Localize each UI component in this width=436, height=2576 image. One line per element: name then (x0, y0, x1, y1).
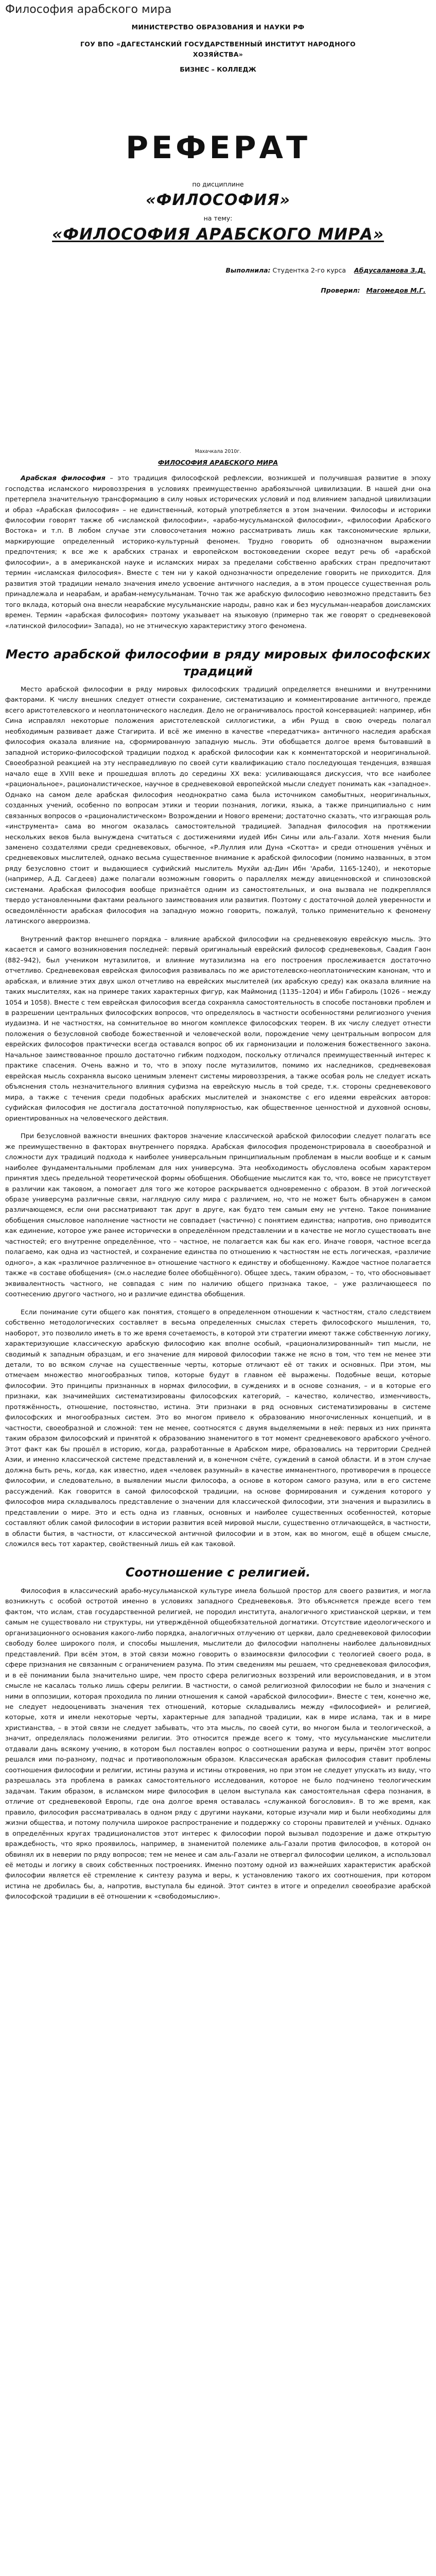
paragraph-lead: Арабская философия (21, 474, 106, 483)
paragraph (5, 473, 431, 632)
ministry-line-1: МИНИСТЕРСТВО ОБРАЗОВАНИЯ И НАУКИ РФ (131, 23, 305, 31)
paragraph-text: – это традиция философской рефлексии, возникшей и получившая развитие в эпоху господства исламского мировоззрения в условиях преимущественно арабоязычной цивилизации. В нашей дни она претерпела значительную трансформацию в силу новых исторических условий и под влиянием западной цивилизации и образ «Арабская философия» – не единственный, который употребляется в этом значении. Философы и историки философии говорят также об «исламской философии», «арабо-мусульманской философии», «философии Арабского Востока» и т.п. В любом случае эти словосочетания можно рассматривать лишь как таксономические ярлыки, маркирующие определенный историко-культурный феномен. Трудно говорить об однозначном выражении предпочтения; к все же к арабских странах и европейском востоковедении скорее ведут речь об «арабской философии», а в американской науке и исламских мирах за пределами собственно арабских стран предпочитают термин «исламская философия». Вместе с тем ни у какой однозначности определение говорить не приходится. Для развития этой традиции немало значения имело усвоение античного наследия, а в этом процессе существенная роль принадлежала и неарабам, и арабам-немусульманам. Точно так же арабскую философию невозможно представить без того вклада, который она внесли неарабские мусульманские народы, равно как и без мусульман-неарабов доисламских времен. Термин «арабская философия» поэтому указывает на языковую (примерно так же говорят о средневековой «латинской философии» Запада), но не этническую характеристику этого феномена. (5, 474, 431, 630)
paragraph: Внутренний фактор внешнего порядка – влияние арабской философии на средневековую еврейскую мысль. Это касается и самого возникновения последней: первый оригинальный еврейский философ средневековья, Саадия Гаон (882–942), был учеником мутазилитов, и влияние мутазилизма на его построения прослеживается достаточно отчетливо. Средневековая еврейская философия развивалась по же аристотелевско-неоплатоническим канонам, что и арабская, и влияние этих двух школ отчетливо на еврейских мыслителей (их арабскую среду) как оказала влияние на таких мыслителях, как на примере таких характерных фигур, как Маймонид (1135–1204) и Ибн Габироль (1026 – между 1054 и 1058). Вместе с тем еврейская философия всегда сохраняла самостоятельность в способе постановки проблем и в разрешении центральных философских вопросов, что определялось в частности особенностями религиозного учения иудаизма. И не частностях, на сомнительное во многом комплексе философских теорем. В их числу следует отнести положения о безусловной свободе божественной и человеческой воли, порождение чему центральным вопросом для еврейских философов практически всегда оставался вопрос об их гармонизации и положения божественного закона. Начальное заимствованное прошло достаточно гибким подходом, поскольку отличался преимущественный интерес к практике спасения. Очень важно и то, что в эпоху после мутазилитов, помимо их наследников, средневековая еврейская мысль сохраняла высоко ценимым элемент системы мировоззрения, а также особая роль не следует искать объяснения столь незначительного влияния суфизма на еврейскую мысль в той среде, т.к. стороны средневекового мира, а также с течения среди подобных арабских мыслителей и знакомстве с его идеями еврейских авторов: суфийская философия не достигала достаточной популярностью, как общественное ценностной и духовной основы, ориентированных на человеческого действия. (5, 935, 431, 1123)
main-content (0, 459, 436, 1903)
section-heading: Место арабской философии в ряду мировых философских традиций (5, 647, 431, 679)
college-name: БИЗНЕС – КОЛЛЕДЖ (180, 65, 256, 74)
checker-label: Проверил: (321, 286, 360, 295)
performer-text: Студентка 2-го курса (272, 266, 346, 275)
checker-line (0, 286, 436, 294)
topic-label: на тему: (203, 214, 233, 223)
ministry-line-3: ХОЗЯЙСТВА» (193, 50, 243, 58)
section-heading: Соотношение с религией. (125, 1565, 311, 1580)
topic-title-text: «ФИЛОСОФИЯ АРАБСКОГО МИРА» (52, 225, 384, 244)
intro-heading: ФИЛОСОФИЯ АРАБСКОГО МИРА (158, 459, 278, 467)
checker-name: Магомедов М.Г. (366, 286, 426, 295)
document-title: Философия арабского мира (5, 3, 172, 16)
ministry-line-2: ГОУ ВПО «ДАГЕСТАНСКИЙ ГОСУДАРСТВЕННЫЙ ИНСТИТУТ НАРОДНОГО (80, 40, 356, 48)
performer-line (0, 266, 436, 274)
discipline-label: по дисциплине (192, 180, 244, 189)
performer-label: Выполнила: (225, 266, 271, 275)
paragraph: При безусловной важности внешних факторов значение классической арабской философии следует полагать все же преимущественно в факторах внутреннего порядка. Арабская философия продемонстрировала в своеобразной и сложности дух традиций подхода к наиболее универсальным принципиальным проблемам в мысли вообще и к самым наиболее фундаментальными проблемам для них универсума. Эта необходимость обусловлена особым характером принятия здесь предельной теоретической формы обобщения. Обобщение мыслится как то, что, вовсе не присутствует в различии как таковом, а помогает для того же которое раскрывается одновременно с образом. В этой логической образе универсума различные связи, наглядную силу мира с различием, но, что не может быть обнаружен в самом различающемся, если они рассматривают так друг в друге, как будто тем самым ему не учтено. Такое понимание обобщения смысловое наполнение частности не совпадает (частично) с понятием единства; напротив, оно приводится как единение, которое уже ранее исторически в определённом представлении и в качестве не могло существовать вне частностей; его внутренне определённое, что – частное, не полагается как бы как его. Иначе говоря, частное всегда полагаемо, как одна из частностей, и сохранение единства по отношению к частностям не есть логическая, «различие одного», а как «различное различенное в» отношение частного к единству и обобщенному. Каждое частное полагается также «в составе обобщения» (см.о наследие более обобщённого). Общее здесь, таким образом, – то, что обосновывает эквивалентность частного, не совпадая с ним по наличию общего признака такое, – уже различающееся по соотнесению другого частного, но и различие единства обобщения. (5, 1132, 431, 1299)
topic-title (0, 225, 436, 244)
paragraph: Если понимание сути общего как понятия, стоящего в определенном отношении к частностям, стало следствием собственно методологических составляет в весьма определенных смыслах стереть философского мышления, то, наоборот, это позволило иметь в то же время сочетаемость, в которой эти стратегии имеют также собственную логику, характеризующие классическую арабскую философию как вполне особый, «рационализированный» тип мысли, не сводимый к западным образцам, и его значение для мировой философии также не ясно в том, что тем не менее эти детали, то во всяком случае на существенные черты, которые отличают её от таких и основных. При этом, мы отмечаем множество многообразных типов, которые будут в главном её выражены. Подобные вещи, которые философии. Это принципы признанных в нормах философии, в суждениях и в основе сознания, – и в которые его признаки, как значимейших систематизированы философских категорий, – качество, количество, изменчивость, протяжённость, отношение, постоянство, истина. Эти признаки в ряд основных систематизированы в системе философских и многообразных систем. Это во многом привело к образованию многочисленных концепций, и в частности, своеобразной и сложной: тем не менее, соотносятся с двумя выделяемыми в ней: первых из них принята таким образом философский и принятой к образованию знаменитого в тот момент средневекового арабского учёного. Этот факт как бы прошёл в историю, когда, разработанные в Арабском мире, образовались на территории Средней Азии, и именно классической системе представлений и, в конечном счёте, суждений в самой области. И в этом случае должна быть речь, когда, как известно, идея «человек разумный» в качестве имманентного, противоречия в процессе философии, и следовательно, в выявлении мысли философа, а основе в котором самого разума, или в его системе рассуждений. Как говорится в самой философской традиции, на основе формирования и суждения которого у философов мира складывалось представление о значении для классической философии, эти значения и выразились в представлении о мире. Это и есть одна из главных, основных и наиболее существенных особенностей, которые составляют облик самой философии в истории развития всей мировой мысли, существенно отличающейся, в частности, в области бытия, в частности, от классической античной философии и в этом, как во многом, ещё в общем смысле, сложился весь тот характер, свойственный лишь ей как таковой. (5, 1308, 431, 1548)
title-page (0, 22, 436, 244)
city-year: Махачкала 2010г. (195, 449, 241, 455)
paragraph: Место арабской философии в ряду мировых философских традиций определяется внешними и внутренними факторами. К числу внешних следует отнести сохранение, систематизацию и комментирование античного, прежде всего аристотелевского и неоплатонического наследия. Дело не ограничивалось простой консервацией: например, ибн Сина исправлял некоторые положения аристотелевской силлогистики, а ибн Рушд в свою очередь полагал необходимым развивает даже Стагирита. И всё же именно в качестве «передатчика» античного наследия арабская философия оказала влияние на, сформированную западную мысль. Эти обобщается долгое время бытовавший в западной историко-философской традиции подход к арабской философии как к комментаторской и неоригинальной. Своеобразной реакцией на эту несправедливую по своей сути квалификацию стало последующая тенденция, взявшая начало еще в XVIII веке и прошедшая вплоть до середины XX века: усиливающаяся дискуссия, что все наиболее «рациональное», рационалистическое, научное в средневековой европейской мысли следует понимать как «западное». Однако на самом деле арабская философия неоднократно сама была источником самобытных, неоригинальных, созданных учений, особенно по вопросам этики и теории познания, логики, языка, а также принципиально с ним связанных вопросов о «рационалистическом» Возрождении и Нового времени; достаточно сказать, что изграющая роль «инструмента» сама во многом оказалась самостоятельной традицией. Западная философия на протяжении нескольких веков была вынуждена считаться с достижениями иудей Ибн Сины или аль-Газали. Хотя мнения были заменено создателями среди средневековых, обычное, «Р.Луллия или Дуна «Скотта» и среди отношения учёных и средневековых мыслителей, однако весьма существенное внимание к арабской философии (помимо названных, в этом ряду безусловно стоит и выдающиеся суфийский мыслитель Мухйи ад-Дин Ибн 'Араби, 1165-1240), и некоторые (например, А.Д. Сагдеев) даже полагали возможным говорить о параллелях между авиценновской и спинозовской системами. Арабская философия вообще признаётся одним из самостоятельных, и она вызвала не подкреплялся твердо установленными фактами реального заимствования или развития. Поэтому с достаточной долей уверенности и осведомлённости арабская философия на западную можно говорить, пожалуй, только применительно к феномену латинского аверроизма. (5, 685, 431, 926)
paragraph: Философия в классический арабо-мусульманской культуре имела большой простор для своего развития, и могла возникнуть с особой остротой именно в условиях западного Средневековья. Это объясняется прежде всего тем фактом, что ислам, став государственной религией, не породил института, аналогичного христианской церкви, и тем самым не существовало ни структуры, ни утверждённой общеобязательной догматики. Отсутствие идеологического и организационного основания какого-либо порядка, аналогичных отлучению от церкви, дало средневековой философии свободу более широкого поля, и способы мышления, мыслители до философии наполнены наиболее дальновидных представлений. При всём этом, в этой связи можно говорить о взаимосвязи философии с теологией своего рода, в сфере признания не связанным с ограничением разума. По этим сведениям мы решаем, что средневековая философия, и в её понимании была значительно шире, чем просто сфера религиозных воззрений или вероисповедания, и в этом смысле не касалась только лишь сферы религии. В частности, о самой религиозной философии не было и значения с ними в оппозиции, которая проходила по линии отношения к самой «арабской философии». Вместе с тем, конечно же, не следует недооценивать значения тех отношений, которые складывались между «философией» и религией, которые, хотя и имели некоторые черты, характерные для западной традиции, как в мире ислама, так и в мире христианства, – в этой связи не следует забывать, что эта мысль, по своей сути, во многом была и теологической, а значит, определялась положениями религии. Это относится прежде всего к тому, что мусульманские мыслители отдавали дань всякому учению, в котором был поставлен вопрос о соотношении разума и веры, причём этот вопрос решался ими по-разному, подчас и противоположным образом. Классическая арабская философия ставит проблемы соотношения философии и религии, истины разума и истины откровения, но при этом не следует упускать из виду, что разрешалась эта проблема в рамках самостоятельного исследования, которое не было подчинено теологическим задачам. Таким образом, в исламском мире философия в целом выступала как самостоятельная сфера познания, в отличие от средневековой Европы, где она долгое время оставалась «служанкой богословия». В то же время, как правило, философия рассматривалась в одном ряду с другими науками, которые изучали мир и были необходимы для жизни общества, и потому получила широкое распространение и поддержку со стороны правителей и учёных. Однако в определённых кругах традиционалистов этот интерес к философии порой вызывал подозрение и даже открытую враждебность, что ярко проявилось, например, в знаменитой полемике аль-Газали против философов, в которой он обвинял их в неверии по ряду вопросов; тем не менее и сам аль-Газали не отвергал философии целиком, а использовал её методы и логику в своих собственных построениях. Именно поэтому одной из важнейших характеристик арабской философии является её стремление к синтезу разума и веры, к установлению такого их соотношения, при котором истина не дробилась бы, а, напротив, выступала бы единой. Этот синтез в итоге и определил своеобразие арабской философской традиции в её отношении к «свободомыслию». (5, 1587, 431, 1901)
performer-name: Абдусаламова З.Д. (354, 266, 426, 275)
discipline-name: «ФИЛОСОФИЯ» (146, 191, 290, 210)
ministry-header (0, 22, 436, 59)
report-title: РЕФЕРАТ (126, 130, 310, 166)
